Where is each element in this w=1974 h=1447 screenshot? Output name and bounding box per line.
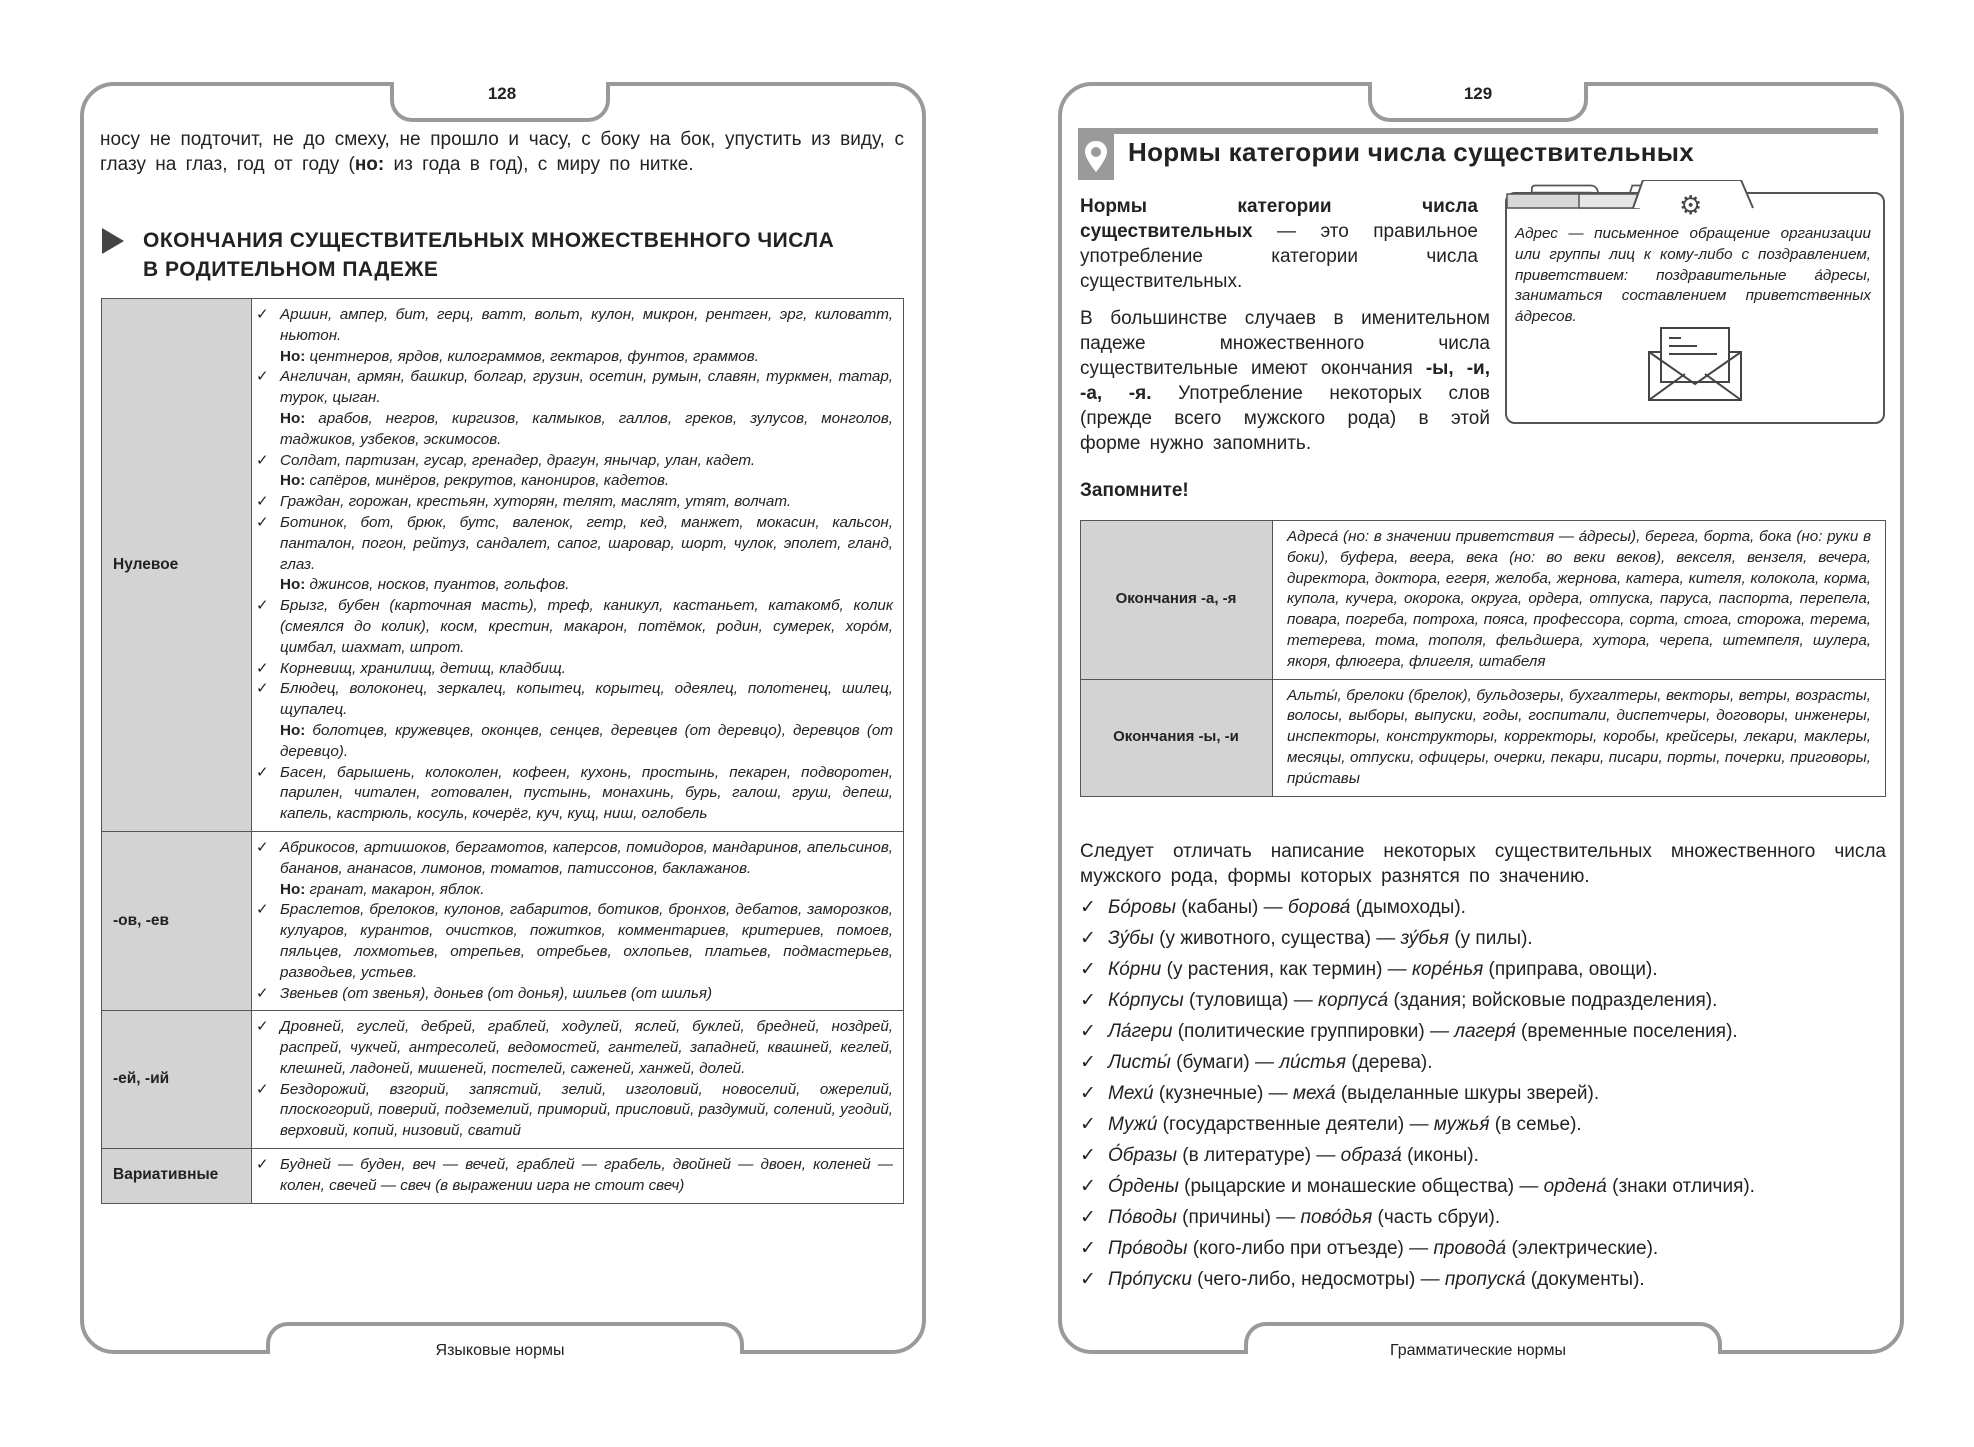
page-footer: Языковые нормы [435,1342,565,1359]
page-number: 129 [1463,84,1493,103]
list-item: ✓ Брызг, бубен (карточная масть), треф, каникул, кастаньет, катакомб, колик (смеялся до колик), косм, крестин, макарон, потёмок, родин, сумерек, хоро́м, цимбал, шахмат, шпрот. [280,596,893,658]
row-content: Адреса́ (но: в значении приветствия — а́дресы), берега, борта, бока (но: руки в боки), буфера, веера, века (но: во веки веков), векселя, вензеля, вечера, директора, доктора, егеря, желоба, жернова, катера, кителя, колокола, корма, купола, кучера, окорока, округа, ордера, отпуска, паруса, паспорта, перепела, повара, погреба, потроха, пояса, профессора, сорта, стога, сторожа, терема, тетерева, тома, тополя, фельдшера, хутора, черепа, штемпеля, шулера, якоря, флюгера, флигеля, штабеля [1273,521,1886,680]
triangle-marker-icon [102,228,124,254]
page-title: Нормы категории числа существительных [1128,137,1694,167]
title-rule [1078,128,1878,134]
list-item: ✓ Басен, барышень, колоколен, кофеен, кухонь, простынь, пекарен, подворотен, парилен, читален, готовален, пустынь, монахинь, бурь, галош, груш, депеш, капель, кастрюль, косуль, кочерёг, куч, кущ, ниш, оглобель [280,763,893,825]
list-item: ✓ О́рдены (рыцарские и монашеские общества) — ордена́ (знаки отличия). [1080,1171,1886,1202]
list-item: ✓ Листы́ (бумаги) — ли́стья (дерева). [1080,1047,1886,1078]
list-item: ✓ Ко́рпусы (туловища) — корпуса́ (здания; войсковые подразделения). [1080,985,1886,1016]
note-text: Адрес — письменное обращение организации или группы лиц к кому-либо с поздравлением, приветствием: поздравительные а́дресы, заниматься составлением приветственных а́дресов. [1515,225,1871,326]
list-item: ✓ По́воды (причины) — пово́дья (часть сбруи). [1080,1202,1886,1233]
row-label: Окончания -а, -я [1081,521,1273,680]
row-content [252,1011,904,1149]
list-item: ✓ Аршин, ампер, бит, герц, ватт, вольт, кулон, микрон, рентген, эрг, киловатт, ньютон. Но: центнеров, ярдов, килограммов, гектаров, фунтов, граммов. [280,305,893,367]
intro-paragraph: носу не подточит, не до смеху, не прошло и часу, с боку на бок, упустить из виду, с глазу на глаз, год от году (но: из года в год), с миру по нитке. [100,129,904,175]
list-item: ✓ Про́пуски (чего-либо, недосмотры) — пропуска́ (документы). [1080,1264,1886,1295]
list-item: ✓ Граждан, горожан, крестьян, хуторян, телят, маслят, утят, волчат. [280,492,893,513]
gear-icon: ⚙ [1679,190,1703,220]
list-item: ✓ Зу́бы (у животного, существа) — зу́бья (у пилы). [1080,923,1886,954]
list-item: ✓ Ко́рни (у растения, как термин) — коре́нья (приправа, овощи). [1080,954,1886,985]
table-row [1081,679,1886,796]
row-label: Окончания -ы, -и [1081,679,1273,796]
list-item: ✓ Мужи́ (государственные деятели) — мужья́ (в семье). [1080,1109,1886,1140]
list-item: ✓ Ботинок, бот, брюк, бутс, валенок, гетр, кед, манжет, мокасин, кальсон, панталон, погон, рейтуз, сандалет, сапог, шаровар, шорт, чулок, эполет, гланд, глаз. Но: джинсов, носков, пуантов, гольфов. [280,513,893,596]
list-item: ✓ Браслетов, брелоков, кулонов, габаритов, ботиков, бронхов, дебатов, заморозков, кулуаров, курантов, очистков, пожитков, комментариев, критериев, помоев, пяльцев, лохмотьев, отрепьев, отребьев, охлопьев, платьев, подмастерьев, разводьев, устьев. [280,900,893,983]
list-item: ✓ Звеньев (от звенья), доньев (от донья), шильев (от шилья) [280,984,893,1005]
list-item: ✓ Англичан, армян, башкир, болгар, грузин, осетин, румын, славян, туркмен, татар, турок, цыган. Но: арабов, негров, киргизов, калмыков, галлов, греков, зулусов, монголов, таджиков, узбеков, эскимосов. [280,367,893,450]
remember-table [1080,520,1886,797]
list-item: ✓ Будней — буден, веч — вечей, граблей — грабель, двойней — двоен, коленей — колен, свечей — свеч (в выражении игра не стоит свеч) [280,1155,893,1197]
table-row [102,1011,904,1149]
list-item: ✓ Про́воды (кого-либо при отъезде) — провода́ (электрические). [1080,1233,1886,1264]
examples-list [1080,892,1886,1295]
table-row [102,1149,904,1204]
distinguish-paragraph: Следует отличать написание некоторых существительных множественного числа мужского рода, формы которых разнятся по значению. [1080,841,1886,887]
page-footer: Грамматические нормы [1389,1342,1567,1359]
row-label: Вариативные [102,1149,252,1204]
envelope-icon [1645,324,1745,407]
location-pin-icon [1078,134,1114,180]
list-item: ✓ Солдат, партизан, гусар, гренадер, драгун, янычар, улан, кадет. Но: сапёров, минёров, рекрутов, канониров, кадетов. [280,451,893,493]
table-row [102,299,904,832]
list-item: ✓ Ла́гери (политические группировки) — лагеря́ (временные поселения). [1080,1016,1886,1047]
section-heading: ОКОНЧАНИЯ СУЩЕСТВИТЕЛЬНЫХ МНОЖЕСТВЕННОГО ЧИСЛА В РОДИТЕЛЬНОМ ПАДЕЖЕ [143,229,835,281]
page-number: 128 [487,84,517,103]
endings-table [101,298,904,1204]
list-item: ✓ Корневищ, хранилищ, детищ, кладбищ. [280,659,893,680]
row-label: -ов, -ев [102,831,252,1010]
endings-paragraph: В большинстве случаев в именительном падеже множественного числа существительные имеют окончания -ы, -и, -а, -я. Употребление некоторых слов (прежде всего мужского рода) в этой форме нужно запомнить. [1080,308,1490,454]
remember-label: Запомните! [1080,480,1189,501]
table-row [1081,521,1886,680]
list-item: ✓ Бо́ровы (кабаны) — борова́ (дымоходы). [1080,892,1886,923]
row-label: Нулевое [102,299,252,832]
row-content [252,299,904,832]
row-content: Альты́, брелоки (брелок), бульдозеры, бухгалтеры, векторы, ветры, возрасты, волосы, выборы, выпуски, годы, госпитали, диспетчеры, договоры, инженеры, инспекторы, конструкторы, корректоры, коробы, крейсеры, лекари, маклеры, месяцы, отпуски, офицеры, очерки, пекари, писари, порты, почерки, приговоры, при́ставы [1273,679,1886,796]
table-row [102,831,904,1010]
list-item: ✓ О́бразы (в литературе) — образа́ (иконы). [1080,1140,1886,1171]
list-item: ✓ Мехи́ (кузнечные) — меха́ (выделанные шкуры зверей). [1080,1078,1886,1109]
row-content [252,1149,904,1204]
definition-paragraph: Нормы категории числа существительных — это правильное употребление категории числа существительных. [1080,196,1478,292]
list-item: ✓ Дровней, гуслей, дебрей, граблей, ходулей, яслей, буклей, бредней, ноздрей, распрей, чукчей, антресолей, ведомостей, гантелей, западней, квашней, кеглей, клешней, ладоней, мишеней, постелей, саженей, ханжей, долей. [280,1017,893,1079]
list-item: ✓ Абрикосов, артишоков, бергамотов, каперсов, помидоров, мандаринов, апельсинов, бананов, ананасов, лимонов, томатов, патиссонов, баклажанов. Но: гранат, макарон, яблок. [280,838,893,900]
row-label: -ей, -ий [102,1011,252,1149]
list-item: ✓ Блюдец, волоконец, зеркалец, копытец, корытец, одеялец, полотенец, шилец, щупалец. Но: болотцев, кружевцев, оконцев, сенцев, деревцев (от деревцо), деревцов (от деревцо). [280,679,893,762]
list-item: ✓ Бездорожий, взгорий, запястий, зелий, изголовий, новоселий, ожерелий, плоскогорий, поверий, подземелий, приморий, присловий, раздумий, солений, угодий, верховий, копий, низовий, сватий [280,1080,893,1142]
row-content [252,831,904,1010]
